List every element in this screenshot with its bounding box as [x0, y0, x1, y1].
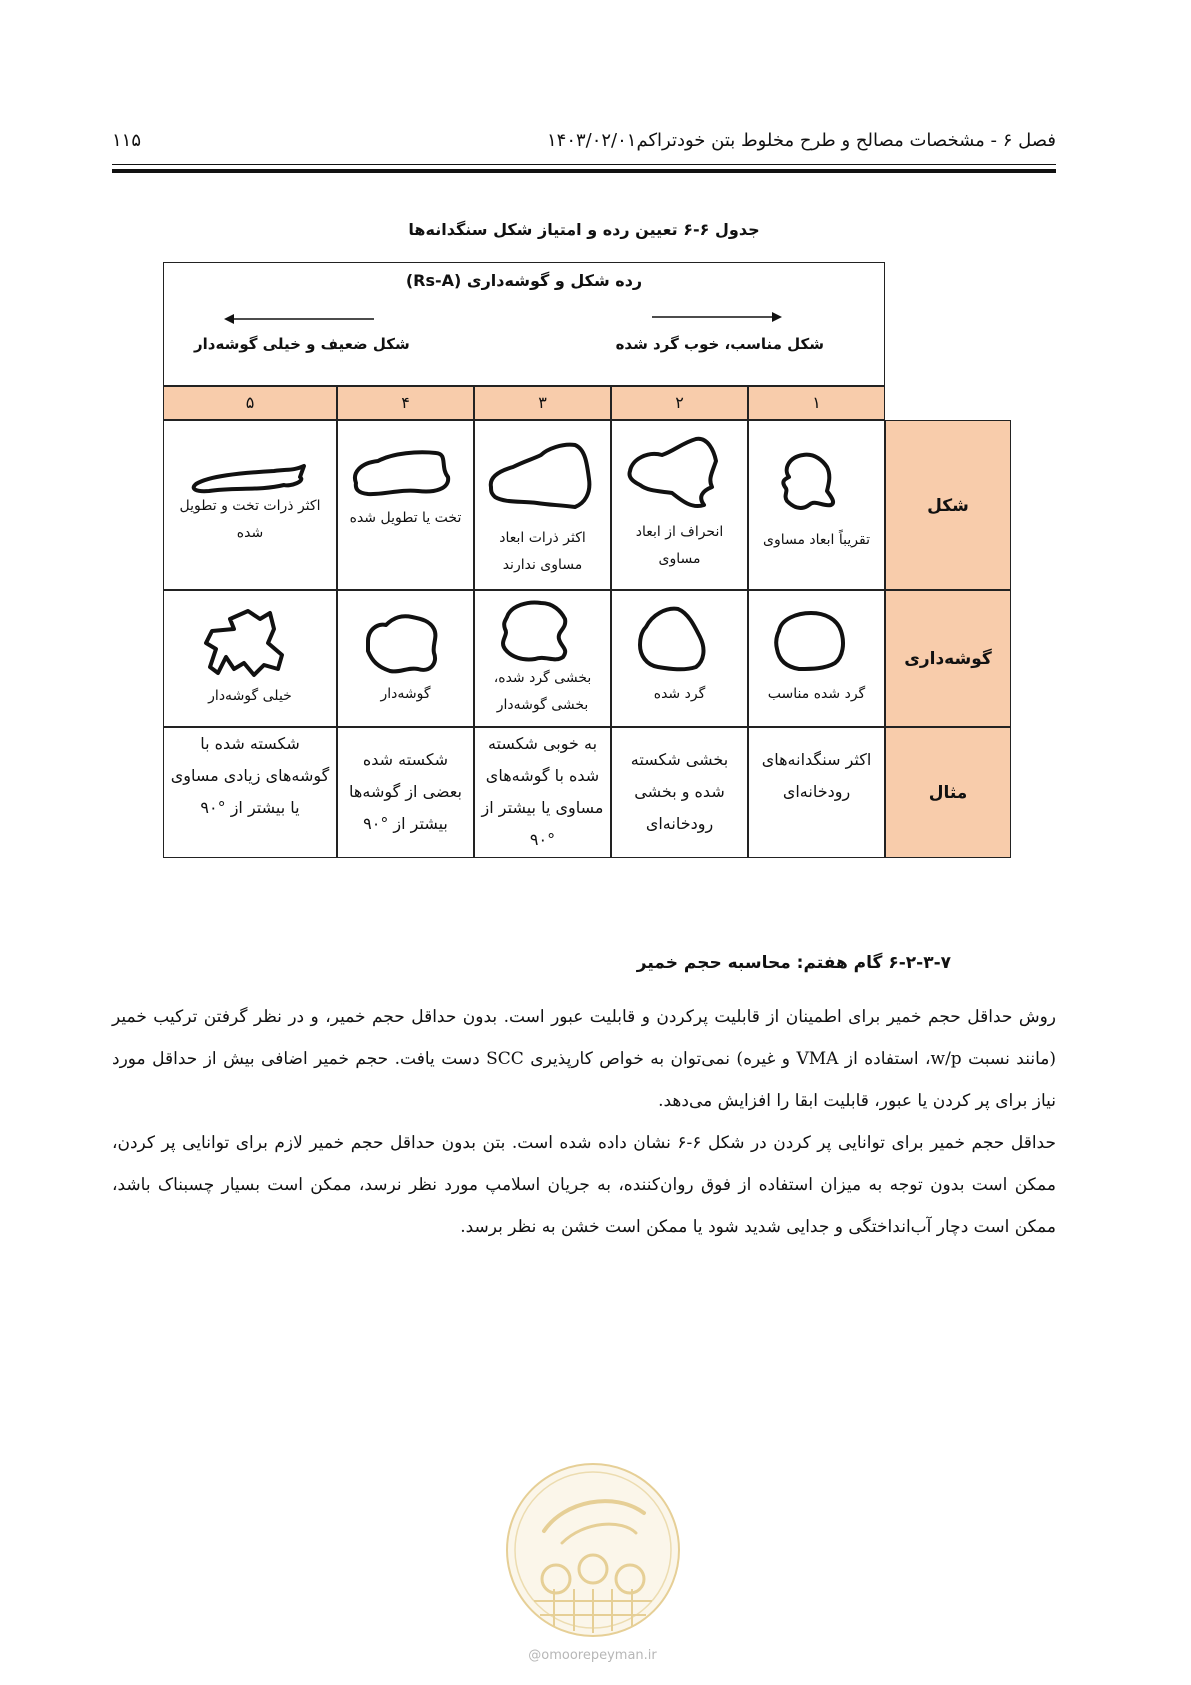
example-cell-5: [163, 727, 337, 858]
example-cell-1: [748, 727, 885, 858]
watermark-logo: [504, 1461, 682, 1639]
angularity-text-4: گوشه‌دار: [380, 686, 431, 702]
paragraph-2: حداقل حجم خمیر برای توانایی پر کردن در شکل ۶-۶ نشان داده شده است. بتن بدون حداقل حجم خمیر لازم برای توانایی پر کردن، ممکن است بدون توجه به میزان استفاده از فوق روان‌کننده، به جریان اسلامپ مورد نظر نرسد، ممکن است بسیار چسبناک باشد، ممکن است دچار آب‌انداختگی و جدایی شدید شود یا ممکن است خشن به نظر برسد.: [112, 1133, 1056, 1237]
example-cell-4: [337, 727, 474, 858]
shape-text-2: انحراف از ابعاد مساوی: [635, 524, 724, 567]
shape-icon-equidimensional: [749, 421, 886, 591]
section-heading: ۶-۲-۳-۷ گام هفتم: محاسبه حجم خمیر: [636, 953, 951, 973]
column-number-1: ۱: [748, 386, 885, 420]
angularity-text-3: بخشی گرد شده، بخشی گوشه‌دار: [493, 670, 592, 713]
label-well-rounded: شکل مناسب، خوب گرد شده: [615, 335, 824, 353]
shape-text-5: اکثر ذرات تخت و تطویل شده: [179, 498, 321, 541]
example-cell-2: [611, 727, 748, 858]
angularity-text-1: گرد شده مناسب: [767, 686, 866, 702]
column-number-2: ۲: [611, 386, 748, 420]
angularity-cell-4: [337, 590, 474, 727]
arrow-left-head: [224, 314, 234, 324]
page-header: [112, 130, 1056, 158]
shape-cell-2: [611, 420, 748, 590]
angularity-cell-1: [748, 590, 885, 727]
shape-cell-1: [748, 420, 885, 590]
example-text-5: شکسته شده با گوشه‌های زیادی مساوی یا بیشتر از °۹۰: [170, 734, 330, 817]
example-text-2: بخشی شکسته شده و بخشی رودخانه‌ای: [630, 750, 729, 833]
grade-header-box: [163, 262, 885, 386]
shape-text-1: تقریباً ابعاد مساوی: [762, 532, 870, 548]
watermark-url: @omoorepeyman.ir: [528, 1648, 657, 1663]
paragraph-1: روش حداقل حجم خمیر برای اطمینان از قابلیت پرکردن و قابلیت عبور است. بدون حداقل حجم خمیر، و در نظر گرفتن ترکیب خمیر (مانند نسبت w/p، استفاده از VMA و غیره) نمی‌توان به خواص کارپذیری SCC دست یافت. حجم خمیر اضافی بیش از حداقل مورد نیاز برای پر کردن یا عبور، قابلیت ابقا را افزایش می‌دهد.: [112, 1007, 1057, 1111]
shape-text-4: تخت یا تطویل شده: [349, 510, 462, 526]
chapter-title: فصل ۶ - مشخصات مصالح و طرح مخلوط بتن خودتراکم۱۴۰۳/۰۲/۰۱: [546, 130, 1056, 151]
column-number-4: ۴: [337, 386, 474, 420]
example-text-3: به خوبی شکسته شده با گوشه‌های مساوی یا بیشتر از °۹۰: [481, 734, 604, 849]
logo-emblem: [507, 1464, 679, 1636]
header-rule-thick: [112, 169, 1056, 173]
angularity-cell-3: [474, 590, 611, 727]
angularity-cell-2: [611, 590, 748, 727]
label-angular: شکل ضعیف و خیلی گوشه‌دار: [194, 335, 410, 353]
column-number-3: ۳: [474, 386, 611, 420]
shape-text-3: اکثر ذرات ابعاد مساوی ندارند: [499, 530, 586, 573]
angularity-text-2: گرد شده: [653, 686, 706, 702]
row-label-example: مثال: [885, 727, 1011, 858]
example-text-1: اکثر سنگدانه‌های رودخانه‌ای: [761, 750, 872, 801]
shape-cell-5: [163, 420, 337, 590]
angularity-text-5: خیلی گوشه‌دار: [208, 688, 292, 704]
header-rule: [112, 164, 1056, 165]
direction-arrows: [164, 263, 886, 387]
shape-cell-3: [474, 420, 611, 590]
shape-cell-4: [337, 420, 474, 590]
table-caption: جدول ۶-۶ تعیین رده و امتیاز شکل سنگدانه‌ها: [408, 220, 760, 239]
grade-title: رده شکل و گوشه‌داری (Rs-A): [405, 271, 643, 290]
page-number: ۱۱۵: [112, 130, 142, 151]
example-cell-3: [474, 727, 611, 858]
row-label-angularity: گوشه‌داری: [885, 590, 1011, 727]
arrow-right-head: [772, 312, 782, 322]
angularity-cell-5: [163, 590, 337, 727]
column-number-5: ۵: [163, 386, 337, 420]
example-text-4: شکسته شده بعضی از گوشه‌ها بیشتر از °۹۰: [349, 750, 462, 833]
row-label-shape: شکل: [885, 420, 1011, 590]
